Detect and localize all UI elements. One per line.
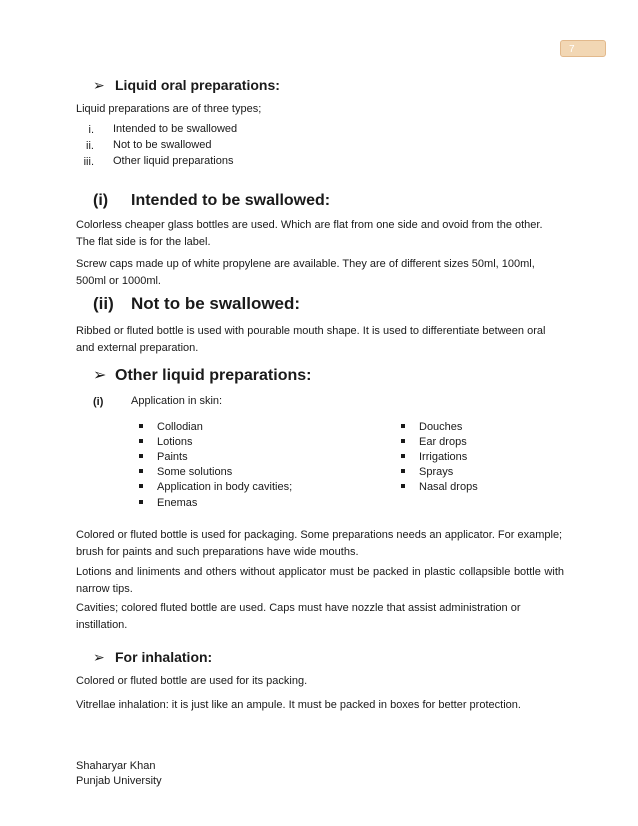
section-num-intended: (i)	[93, 192, 109, 209]
footer-author: Shaharyar Khan	[76, 760, 156, 772]
heading-inhalation	[93, 649, 212, 666]
square-bullet-icon	[401, 454, 405, 458]
liquid-types-intro: Liquid preparations are of three types;	[76, 103, 262, 115]
type-text-3: Other liquid preparations	[113, 155, 234, 167]
paragraph-inhalation-2: Vitrellae inhalation: it is just like an ampule. It must be packed in boxes for better protection.	[76, 699, 521, 711]
square-bullet-icon	[401, 424, 405, 428]
page-number-badge	[560, 40, 606, 57]
square-bullet-icon	[401, 439, 405, 443]
square-bullet-icon	[401, 484, 405, 488]
paragraph-other-3: Cavities; colored fluted bottle are used. Caps must have nozzle that assist administration or instillation.	[76, 602, 521, 631]
type-text-1: Intended to be swallowed	[113, 123, 238, 135]
list-item: Lotions	[139, 436, 192, 448]
sub-label-skin: Application in skin:	[131, 395, 223, 407]
type-num-3: iii.	[83, 156, 94, 168]
footer-institution: Punjab University	[76, 775, 162, 787]
heading-liquid-oral	[93, 77, 280, 94]
heading-other-liquid	[93, 365, 311, 385]
type-text-2: Not to be swallowed	[113, 139, 212, 151]
square-bullet-icon	[139, 484, 143, 488]
heading-liquid-oral-text: Liquid oral preparations:	[115, 77, 280, 93]
heading-not-swallowed: Not to be swallowed:	[131, 294, 301, 313]
list-item: Douches	[401, 421, 462, 433]
arrow-bullet-icon: ➢	[93, 367, 107, 384]
type-num-2: ii.	[86, 140, 94, 152]
square-bullet-icon	[139, 469, 143, 473]
square-bullet-icon	[139, 439, 143, 443]
paragraph-other-1: Colored or fluted bottle is used for packaging. Some preparations needs an applicator. For example; brush for paints and such preparations have wide mouths.	[76, 529, 563, 558]
square-bullet-icon	[139, 454, 143, 458]
heading-intended-swallowed: Intended to be swallowed:	[131, 192, 331, 209]
paragraph-intended-2: Screw caps made up of white propylene are available. They are of different sizes 50ml, 100ml, 500ml or 1000ml.	[76, 258, 535, 287]
list-item: Some solutions	[139, 466, 232, 478]
page-number: 7	[569, 44, 575, 55]
square-bullet-icon	[139, 500, 143, 504]
list-item: Collodian	[139, 421, 203, 433]
arrow-bullet-icon: ➢	[93, 649, 105, 665]
heading-inhalation-text: For inhalation:	[115, 649, 213, 665]
list-item: Application in body cavities;	[139, 481, 292, 493]
list-item: Nasal drops	[401, 481, 478, 493]
paragraph-intended-1: Colorless cheaper glass bottles are used. Which are flat from one side and ovoid from the other. The flat side is for the label.	[76, 219, 543, 248]
list-item: Sprays	[401, 466, 453, 478]
list-item: Enemas	[139, 497, 197, 509]
paragraph-inhalation-1: Colored or fluted bottle are used for its packing.	[76, 675, 308, 687]
list-item: Paints	[139, 451, 188, 463]
heading-other-liquid-text: Other liquid preparations:	[115, 367, 312, 384]
type-num-1: i.	[88, 124, 94, 136]
arrow-bullet-icon: ➢	[93, 77, 105, 93]
square-bullet-icon	[139, 424, 143, 428]
list-item: Irrigations	[401, 451, 467, 463]
sub-num-skin: (i)	[93, 396, 104, 408]
section-num-not-swallowed: (ii)	[93, 294, 114, 313]
paragraph-other-2: Lotions and liniments and others without applicator must be packed in plastic collapsible bottle with narrow tips.	[76, 566, 564, 595]
paragraph-not-swallowed: Ribbed or fluted bottle is used with pourable mouth shape. It is used to differentiate between oral and external preparation.	[76, 325, 546, 354]
square-bullet-icon	[401, 469, 405, 473]
list-item: Ear drops	[401, 436, 467, 448]
